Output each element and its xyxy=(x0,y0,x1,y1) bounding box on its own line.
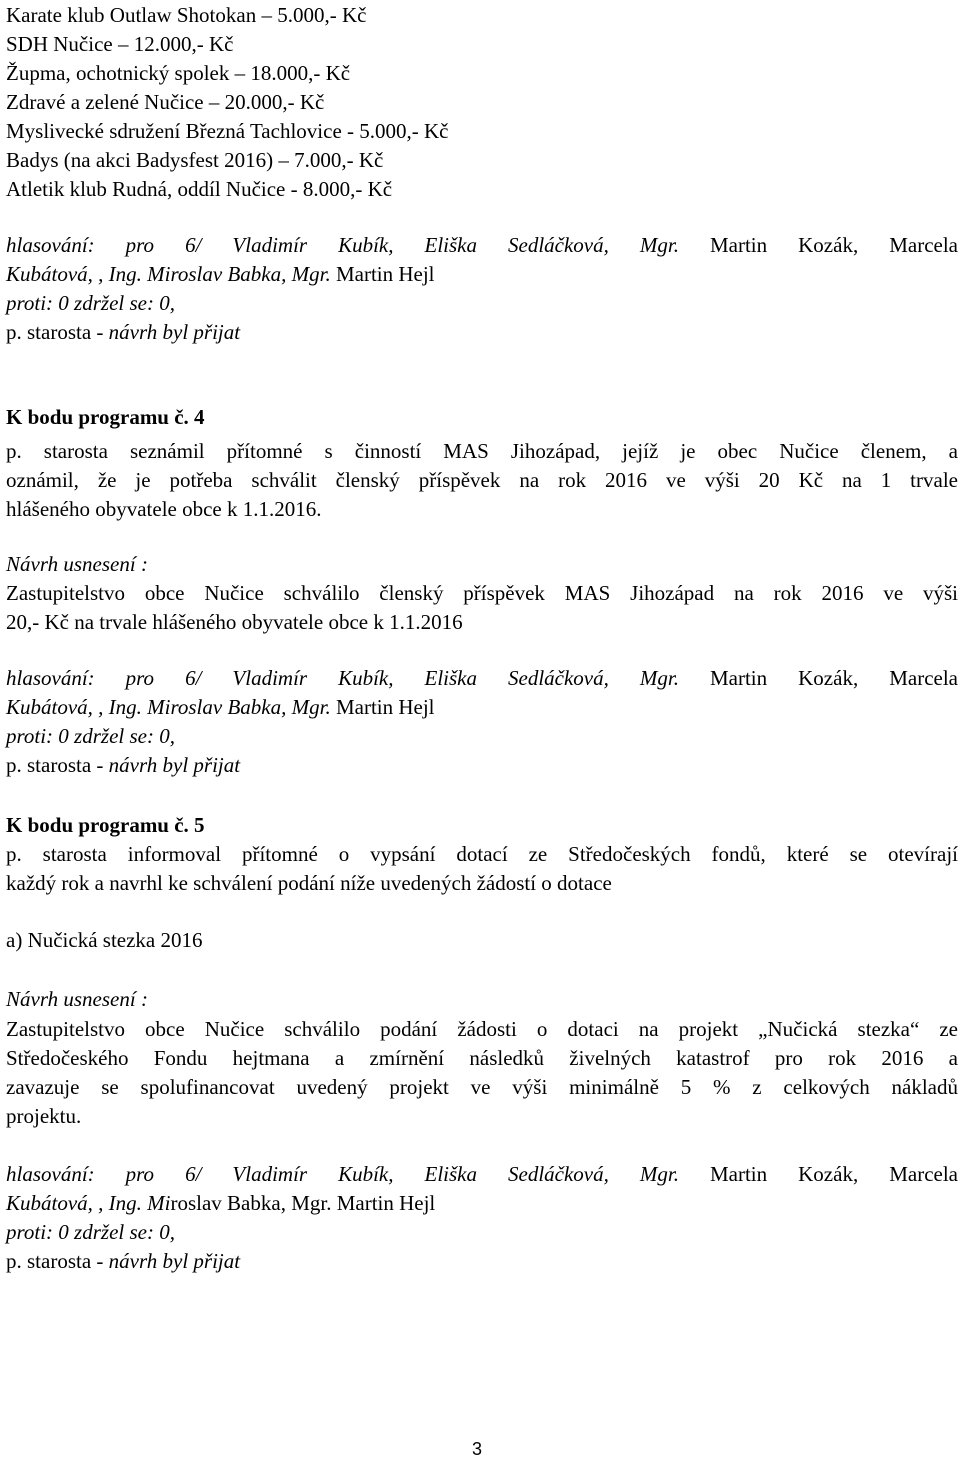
section-heading: K bodu programu č. 4 xyxy=(6,405,205,429)
resolution-line: 20,- Kč na trvale hlášeného obyvatele obce k 1.1.2016 xyxy=(6,610,463,634)
vote-text: Martin Hejl xyxy=(330,695,435,719)
vote-text: návrh byl přijat xyxy=(108,753,241,777)
paragraph-line: oznámil, že je potřeba schválit členský příspěvek na rok 2016 ve výši 20 Kč na 1 trvale xyxy=(6,468,958,492)
vote-line-1 xyxy=(6,1161,958,1187)
grant-line: Zdravé a zelené Nučice – 20.000,- Kč xyxy=(6,90,325,114)
grant-line: Atletik klub Rudná, oddíl Nučice - 8.000,- Kč xyxy=(6,177,393,201)
grant-line: Karate klub Outlaw Shotokan – 5.000,- Kč xyxy=(6,3,367,27)
vote-text: Martin Kozák, Marcela xyxy=(678,1162,958,1186)
paragraph-line: hlášeného obyvatele obce k 1.1.2016. xyxy=(6,497,322,521)
vote-text: Kubátová, , Ing. Mi xyxy=(6,1191,171,1215)
vote-text: Martin Hejl xyxy=(330,262,435,286)
grant-line: SDH Nučice – 12.000,- Kč xyxy=(6,32,234,56)
vote-text: p. starosta - xyxy=(6,753,109,777)
grant-line: Myslivecké sdružení Březná Tachlovice - 5.000,- Kč xyxy=(6,119,449,143)
page-number: 3 xyxy=(472,1439,483,1459)
vote-line-3: proti: 0 zdržel se: 0, xyxy=(6,724,175,748)
vote-line-1 xyxy=(6,232,958,258)
vote-line-3: proti: 0 zdržel se: 0, xyxy=(6,1220,175,1244)
vote-line-3: proti: 0 zdržel se: 0, xyxy=(6,291,175,315)
grant-line: Župma, ochotnický spolek – 18.000,- Kč xyxy=(6,61,351,85)
paragraph-line: p. starosta informoval přítomné o vypsání dotací ze Středočeských fondů, které se otevírají xyxy=(6,842,958,866)
paragraph-line: p. starosta seznámil přítomné s činností MAS Jihozápad, jejíž je obec Nučice členem, a xyxy=(6,439,958,463)
vote-line-1 xyxy=(6,665,958,691)
subitem-heading: a) Nučická stezka 2016 xyxy=(6,928,203,952)
vote-text: hlasování: pro 6/ Vladimír Kubík, Eliška Sedláčková, Mgr. xyxy=(6,1162,679,1186)
vote-text: p. starosta - xyxy=(6,320,109,344)
vote-line-2 xyxy=(6,261,435,287)
vote-line-2 xyxy=(6,694,435,720)
vote-result xyxy=(6,752,240,778)
vote-text: Kubátová, , Ing. Miroslav Babka, Mgr. xyxy=(6,262,331,286)
paragraph-line: každý rok a navrhl ke schválení podání níže uvedených žádostí o dotace xyxy=(6,871,612,895)
resolution-line: Středočeského Fondu hejtmana a zmírnění následků živelných katastrof pro rok 2016 a xyxy=(6,1046,958,1070)
section-heading: K bodu programu č. 5 xyxy=(6,813,205,837)
vote-text: Martin Kozák, Marcela xyxy=(678,233,958,257)
resolution-label: Návrh usnesení : xyxy=(6,552,148,576)
vote-text: hlasování: pro 6/ Vladimír Kubík, Eliška Sedláčková, Mgr. xyxy=(6,666,679,690)
vote-line-2 xyxy=(6,1190,435,1216)
resolution-line: Zastupitelstvo obce Nučice schválilo podání žádosti o dotaci na projekt „Nučická stezka“ ze xyxy=(6,1017,958,1041)
vote-text: p. starosta - xyxy=(6,1249,109,1273)
vote-text: návrh byl přijat xyxy=(108,1249,241,1273)
vote-text: roslav Babka, Mgr. Martin Hejl xyxy=(170,1191,436,1215)
resolution-line: projektu. xyxy=(6,1104,82,1128)
vote-text: Kubátová, , Ing. Miroslav Babka, Mgr. xyxy=(6,695,331,719)
vote-result xyxy=(6,319,240,345)
grant-line: Badys (na akci Badysfest 2016) – 7.000,- Kč xyxy=(6,148,384,172)
vote-result xyxy=(6,1248,240,1274)
vote-text: hlasování: pro 6/ Vladimír Kubík, Eliška Sedláčková, Mgr. xyxy=(6,233,679,257)
resolution-line: zavazuje se spolufinancovat uvedený projekt ve výši minimálně 5 % z celkových nákladů xyxy=(6,1075,958,1099)
vote-text: Martin Kozák, Marcela xyxy=(678,666,958,690)
resolution-label: Návrh usnesení : xyxy=(6,987,148,1011)
resolution-line: Zastupitelstvo obce Nučice schválilo členský příspěvek MAS Jihozápad na rok 2016 ve výši xyxy=(6,581,958,605)
vote-text: návrh byl přijat xyxy=(108,320,241,344)
